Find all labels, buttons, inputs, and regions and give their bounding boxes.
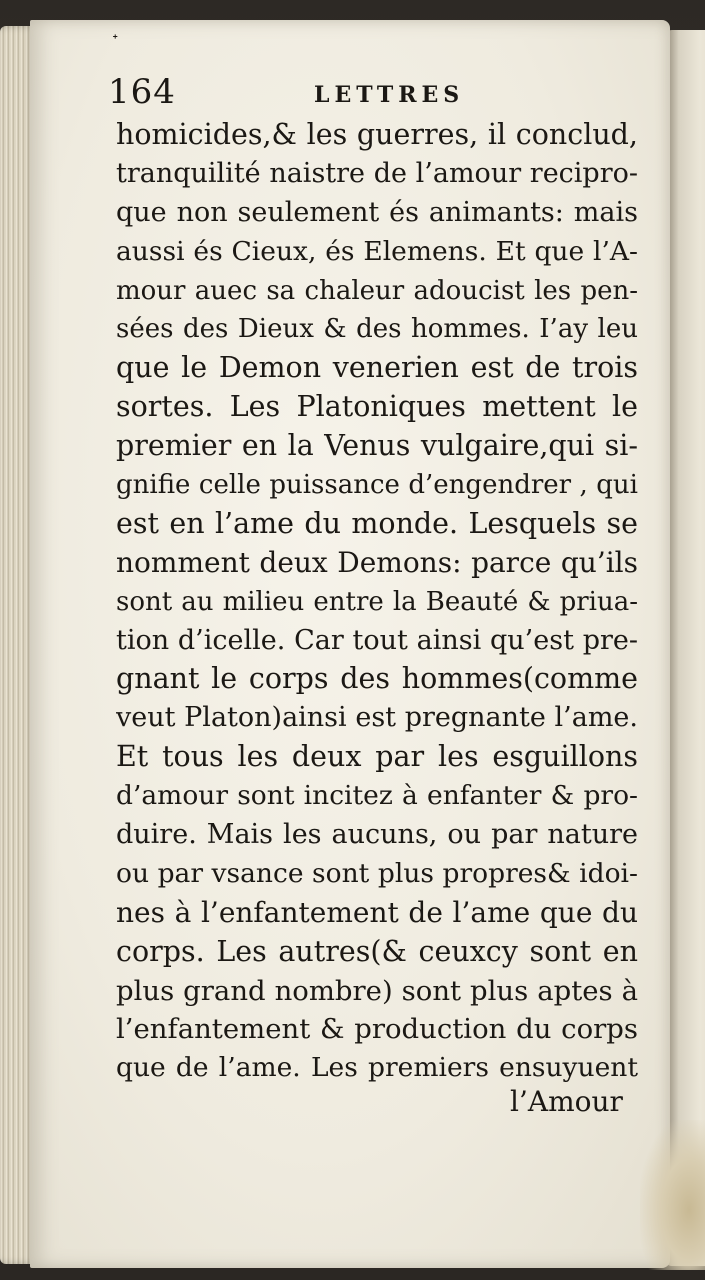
running-title: LETTRES [314, 82, 465, 108]
text-line-19: duire. Mais les aucuns, ou par nature [116, 819, 638, 851]
text-line-24: l’enfantement & production du corps [116, 1013, 638, 1046]
text-line-17: Et tous les deux par les esguillons [116, 740, 638, 774]
body-text [116, 116, 638, 1088]
running-head [108, 72, 638, 114]
facing-page-edge [664, 30, 705, 1266]
text-line-6: sées des Dieux & des hommes. I’ay leu [116, 314, 638, 345]
page-number: 164 [108, 72, 176, 112]
text-line-3: que non seulement és animants: mais [116, 196, 638, 228]
text-line-22: corps. Les autres(& ceuxcy sont en [116, 934, 638, 968]
text-line-13: sont au milieu entre la Beauté & priua- [116, 586, 638, 617]
text-line-15: gnant le corps des hommes(comme [116, 662, 638, 696]
text-line-14: tion d’icelle. Car tout ainsi qu’est pre- [116, 624, 638, 656]
text-line-21: nes à l’enfantement de l’ame que du [116, 895, 638, 929]
text-line-4: aussi és Cieux, és Elemens. Et que l’A- [116, 235, 638, 267]
text-line-5: mour auec sa chaleur adoucist les pen- [116, 275, 638, 306]
page-stain [640, 1120, 705, 1270]
text-line-8: sortes. Les Platoniques mettent le [116, 390, 638, 424]
text-line-7: que le Demon venerien est de trois [116, 351, 638, 385]
text-line-2: tranquilité naistre de l’amour recipro- [116, 157, 638, 189]
text-line-12: nomment deux Demons: parce qu’ils [116, 545, 638, 579]
text-line-9: premier en la Venus vulgaire,qui si- [116, 429, 638, 463]
text-line-1: homicides,& les guerres, il conclud, [116, 118, 638, 151]
text-line-23: plus grand nombre) sont plus aptes à [116, 974, 638, 1007]
text-line-11: est en l’ame du monde. Lesquels se [116, 506, 638, 540]
text-line-18: d’amour sont incitez à enfanter & pro- [116, 780, 638, 812]
text-line-10: gnifie celle puissance d’engendrer , qui [116, 470, 638, 501]
text-line-20: ou par vsance sont plus propres& idoi- [116, 857, 638, 889]
text-line-16: veut Platon)ainsi est pregnante l’ame. [116, 702, 638, 734]
text-line-25: que de l’ame. Les premiers ensuyuent [116, 1052, 638, 1084]
printer-mark: ᐩ [112, 30, 119, 49]
catchword: l’Amour [510, 1085, 623, 1118]
